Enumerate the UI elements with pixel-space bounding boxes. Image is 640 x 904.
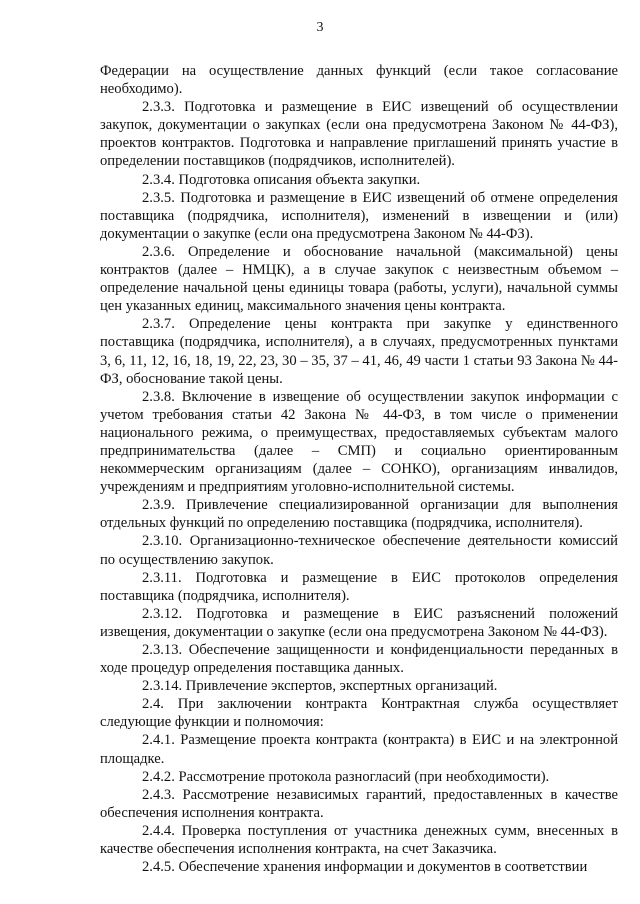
body-text xyxy=(100,62,618,876)
paragraph: 2.3.12. Подготовка и размещение в ЕИС разъяснений положений извещения, документации о закупке (если она предусмотрена Законом № 44-ФЗ). xyxy=(100,605,618,640)
paragraph: 2.3.6. Определение и обоснование начальной (максимальной) цены контрактов (далее – НМЦК), а в случае закупок с неизвестным объемом – определение начальной цены единицы товара (работы, услуги), начальной суммы цен указанных единиц, максимального значения цены контракта. xyxy=(100,243,618,315)
paragraph: 2.4.3. Рассмотрение независимых гарантий, предоставленных в качестве обеспечения исполнения контракта. xyxy=(100,786,618,821)
page-number: 3 xyxy=(316,20,324,35)
paragraph: 2.3.3. Подготовка и размещение в ЕИС извещений об осуществлении закупок, документации о закупках (если она предусмотрена Законом № 44-ФЗ), проектов контрактов. Подготовка и направление приглашений принять участие в определении поставщиков (подрядчиков, исполнителей). xyxy=(100,99,618,170)
paragraph: 2.3.8. Включение в извещение об осуществлении закупок информации с учетом требования статьи 42 Закона № 44-ФЗ, в том числе о применении национального режима, о преимуществах, предоставляемых субъектам малого предпринимательства (далее – СМП) и социально ориентированным некоммерческим организациям (далее – СОНКО), организациям инвалидов, учреждениям и предприятиям уголовно-исполнительной системы. xyxy=(100,388,618,496)
paragraph: 2.4.5. Обеспечение хранения информации и документов в соответствии xyxy=(142,859,588,876)
paragraph: 2.3.10. Организационно-техническое обеспечение деятельности комиссий по осуществлению закупок. xyxy=(100,533,618,568)
paragraph: 2.4.1. Размещение проекта контракта (контракта) в ЕИС и на электронной площадке. xyxy=(100,732,618,767)
paragraph: 2.3.7. Определение цены контракта при закупке у единственного поставщика (подрядчика, исполнителя), а в случаях, предусмотренных пунктами 3, 6, 11, 12, 16, 18, 19, 22, 23, 30 – 35, 37 – 41, 46, 49 части 1 статьи 93 Закона № 44-ФЗ, обоснование такой цены. xyxy=(100,316,618,387)
paragraph: 2.3.14. Привлечение экспертов, экспертных организаций. xyxy=(142,678,498,695)
paragraph: 2.4.2. Рассмотрение протокола разногласий (при необходимости). xyxy=(142,768,550,785)
paragraph: 2.4. При заключении контракта Контрактная служба осуществляет следующие функции и полномочия: xyxy=(100,696,618,731)
paragraph: 2.4.4. Проверка поступления от участника денежных сумм, внесенных в качестве обеспечения исполнения контракта, на счет Заказчика. xyxy=(100,822,618,858)
paragraph: 2.3.9. Привлечение специализированной организации для выполнения отдельных функций по определению поставщика (подрядчика, исполнителя). xyxy=(100,497,618,532)
paragraph: 2.3.11. Подготовка и размещение в ЕИС протоколов определения поставщика (подрядчика, исполнителя). xyxy=(100,569,618,604)
paragraph: Федерации на осуществление данных функций (если такое согласование необходимо). xyxy=(100,63,618,98)
paragraph: 2.3.5. Подготовка и размещение в ЕИС извещений об отмене определения поставщика (подрядчика, исполнителя), изменений в извещении и (или) документации о закупке (если она предусмотрена Законом № 44-ФЗ). xyxy=(100,189,618,242)
paragraph: 2.3.4. Подготовка описания объекта закупки. xyxy=(142,171,421,188)
paragraph: 2.3.13. Обеспечение защищенности и конфиденциальности переданных в ходе процедур определения поставщика данных. xyxy=(100,642,618,677)
